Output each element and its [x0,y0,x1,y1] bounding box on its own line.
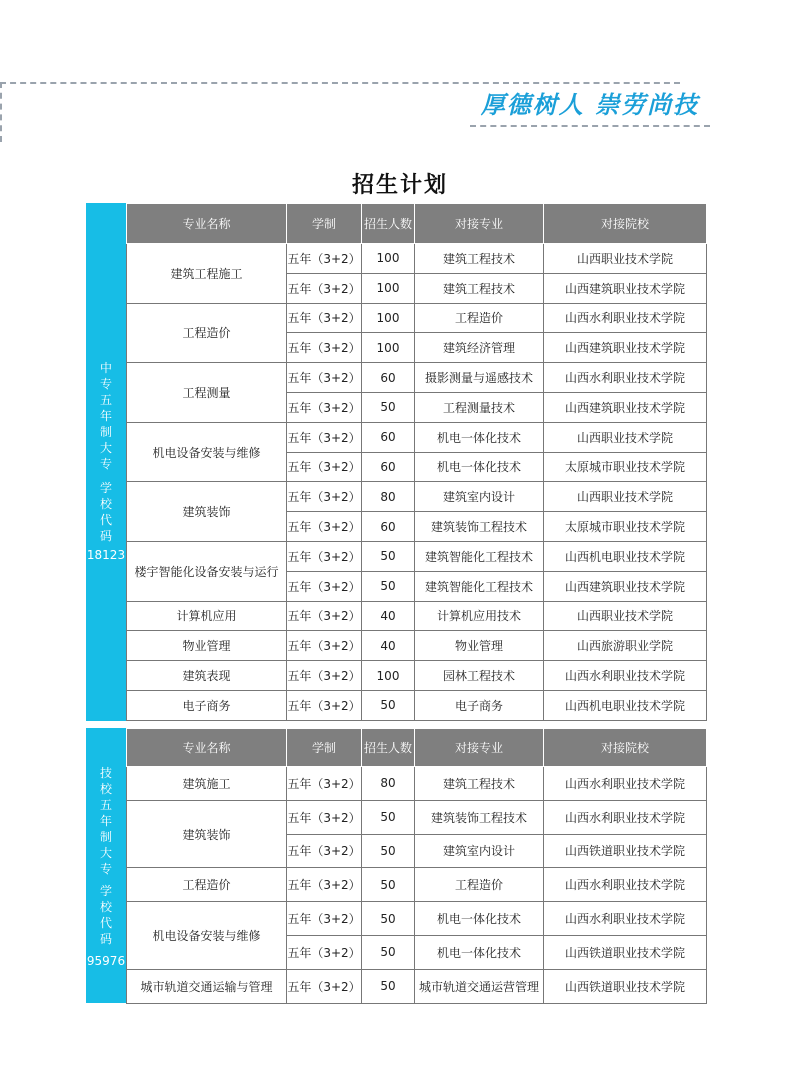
cell-target-major: 建筑智能化工程技术 [415,571,544,601]
cell-system: 五年（3+2） [287,482,362,512]
cell-major: 机电设备安装与维修 [127,422,287,482]
cell-target-school: 山西水利职业技术学院 [544,767,707,801]
header-target-school: 对接院校 [544,729,707,767]
side-label-char: 代 [99,513,112,527]
cell-count: 100 [362,333,415,363]
table-row [127,244,707,274]
cell-count: 100 [362,244,415,274]
table-row [127,541,707,571]
cell-target-school: 山西水利职业技术学院 [544,902,707,936]
header-target-major: 对接专业 [415,204,544,244]
cell-major: 电子商务 [127,690,287,720]
cell-target-major: 建筑经济管理 [415,333,544,363]
cell-system: 五年（3+2） [287,333,362,363]
cell-target-school: 山西铁道职业技术学院 [544,969,707,1003]
side-label-char: 中 [99,361,112,375]
cell-target-major: 工程测量技术 [415,392,544,422]
cell-major: 城市轨道交通运输与管理 [127,969,287,1003]
cell-major: 建筑施工 [127,767,287,801]
cell-system: 五年（3+2） [287,690,362,720]
header-count: 招生人数 [362,204,415,244]
cell-count: 50 [362,541,415,571]
section-label [86,765,126,877]
cell-target-school: 山西水利职业技术学院 [544,303,707,333]
cell-count: 50 [362,902,415,936]
school-code: 95976 [86,954,126,968]
cell-system: 五年（3+2） [287,834,362,868]
cell-system: 五年（3+2） [287,363,362,393]
cell-target-school: 山西铁道职业技术学院 [544,935,707,969]
table-row [127,690,707,720]
cell-system: 五年（3+2） [287,902,362,936]
cell-count: 100 [362,273,415,303]
cell-target-school: 太原城市职业技术学院 [544,452,707,482]
cell-count: 60 [362,363,415,393]
school-code-label [86,480,126,544]
header-count: 招生人数 [362,729,415,767]
cell-target-major: 摄影测量与遥感技术 [415,363,544,393]
side-label-char: 校 [99,782,112,796]
cell-count: 60 [362,452,415,482]
cell-system: 五年（3+2） [287,541,362,571]
cell-target-school: 太原城市职业技术学院 [544,512,707,542]
page-title: 招生计划 [351,173,448,198]
enrollment-table [126,203,707,721]
cell-count: 50 [362,868,415,902]
side-label-char: 五 [99,393,112,407]
table-row [127,482,707,512]
cell-target-major: 物业管理 [415,631,544,661]
table-row [127,631,707,661]
side-label-char: 年 [99,409,112,423]
cell-target-major: 建筑智能化工程技术 [415,541,544,571]
table-row [127,422,707,452]
cell-system: 五年（3+2） [287,392,362,422]
cell-count: 50 [362,935,415,969]
table-row [127,902,707,936]
cell-target-school: 山西水利职业技术学院 [544,868,707,902]
cell-count: 60 [362,512,415,542]
cell-target-school: 山西职业技术学院 [544,482,707,512]
section-side-bar [86,203,126,721]
cell-target-school: 山西建筑职业技术学院 [544,571,707,601]
side-label-char: 技 [99,766,112,780]
cell-target-major: 计算机应用技术 [415,601,544,631]
header-major: 专业名称 [127,204,287,244]
header-system: 学制 [287,204,362,244]
cell-system: 五年（3+2） [287,244,362,274]
table-row [127,800,707,834]
cell-target-school: 山西职业技术学院 [544,601,707,631]
cell-target-school: 山西建筑职业技术学院 [544,392,707,422]
cell-target-major: 机电一体化技术 [415,935,544,969]
cell-major: 计算机应用 [127,601,287,631]
cell-target-school: 山西机电职业技术学院 [544,690,707,720]
cell-target-major: 建筑工程技术 [415,767,544,801]
cell-system: 五年（3+2） [287,452,362,482]
cell-target-major: 建筑室内设计 [415,834,544,868]
cell-count: 50 [362,690,415,720]
side-label-char: 码 [99,932,112,946]
cell-major: 工程造价 [127,868,287,902]
header-corner-line [0,82,20,142]
cell-target-school: 山西建筑职业技术学院 [544,273,707,303]
header-system: 学制 [287,729,362,767]
cell-major: 楼宇智能化设备安装与运行 [127,541,287,601]
school-code: 18123 [86,548,126,562]
cell-count: 50 [362,800,415,834]
cell-count: 80 [362,767,415,801]
cell-major: 建筑表现 [127,661,287,691]
section-label [86,360,126,472]
side-label-char: 学 [99,884,112,898]
side-label-char: 码 [99,529,112,543]
cell-target-school: 山西建筑职业技术学院 [544,333,707,363]
side-label-char: 制 [99,830,112,844]
table-row [127,661,707,691]
cell-system: 五年（3+2） [287,601,362,631]
cell-target-school: 山西铁道职业技术学院 [544,834,707,868]
cell-target-major: 建筑装饰工程技术 [415,800,544,834]
side-label-char: 制 [99,425,112,439]
cell-system: 五年（3+2） [287,422,362,452]
cell-system: 五年（3+2） [287,571,362,601]
cell-system: 五年（3+2） [287,273,362,303]
table-row [127,601,707,631]
side-label-char: 大 [99,846,112,860]
cell-count: 50 [362,834,415,868]
side-label-char: 代 [99,916,112,930]
side-label-char: 专 [99,457,112,471]
cell-target-school: 山西职业技术学院 [544,422,707,452]
cell-target-school: 山西水利职业技术学院 [544,800,707,834]
section-side-bar [86,728,126,1003]
cell-target-major: 城市轨道交通运营管理 [415,969,544,1003]
cell-target-major: 机电一体化技术 [415,422,544,452]
cell-target-school: 山西水利职业技术学院 [544,661,707,691]
header-target-major: 对接专业 [415,729,544,767]
cell-target-major: 机电一体化技术 [415,452,544,482]
table-row [127,969,707,1003]
cell-system: 五年（3+2） [287,631,362,661]
slogan-underline [470,125,710,127]
cell-system: 五年（3+2） [287,767,362,801]
header-major: 专业名称 [127,729,287,767]
cell-major: 工程造价 [127,303,287,363]
header-dashed-line [0,82,680,84]
cell-count: 40 [362,601,415,631]
cell-target-school: 山西旅游职业学院 [544,631,707,661]
cell-system: 五年（3+2） [287,303,362,333]
side-label-char: 校 [99,900,112,914]
school-code-label [86,883,126,947]
cell-system: 五年（3+2） [287,935,362,969]
cell-count: 50 [362,392,415,422]
cell-count: 50 [362,571,415,601]
school-slogan: 厚德树人 崇劳尚技 [480,90,700,119]
cell-major: 建筑装饰 [127,482,287,542]
cell-target-school: 山西机电职业技术学院 [544,541,707,571]
cell-major: 机电设备安装与维修 [127,902,287,970]
table-row [127,363,707,393]
side-label-char: 校 [99,497,112,511]
table-row [127,303,707,333]
cell-target-major: 园林工程技术 [415,661,544,691]
cell-count: 100 [362,661,415,691]
side-label-char: 大 [99,441,112,455]
side-label-char: 专 [99,862,112,876]
cell-target-school: 山西职业技术学院 [544,244,707,274]
cell-count: 60 [362,422,415,452]
cell-target-major: 建筑室内设计 [415,482,544,512]
side-label-char: 年 [99,814,112,828]
cell-major: 工程测量 [127,363,287,423]
enrollment-table [126,728,707,1004]
side-label-char: 学 [99,481,112,495]
cell-count: 40 [362,631,415,661]
header-target-school: 对接院校 [544,204,707,244]
cell-target-major: 建筑装饰工程技术 [415,512,544,542]
cell-count: 80 [362,482,415,512]
cell-target-major: 工程造价 [415,303,544,333]
cell-target-major: 工程造价 [415,868,544,902]
cell-target-major: 电子商务 [415,690,544,720]
cell-major: 物业管理 [127,631,287,661]
cell-system: 五年（3+2） [287,661,362,691]
cell-system: 五年（3+2） [287,800,362,834]
cell-target-major: 建筑工程技术 [415,244,544,274]
cell-count: 100 [362,303,415,333]
cell-major: 建筑装饰 [127,800,287,868]
cell-system: 五年（3+2） [287,969,362,1003]
cell-target-major: 机电一体化技术 [415,902,544,936]
cell-system: 五年（3+2） [287,512,362,542]
table-row [127,868,707,902]
cell-system: 五年（3+2） [287,868,362,902]
side-label-char: 五 [99,798,112,812]
cell-count: 50 [362,969,415,1003]
table-row [127,767,707,801]
cell-major: 建筑工程施工 [127,244,287,304]
cell-target-school: 山西水利职业技术学院 [544,363,707,393]
side-label-char: 专 [99,377,112,391]
cell-target-major: 建筑工程技术 [415,273,544,303]
